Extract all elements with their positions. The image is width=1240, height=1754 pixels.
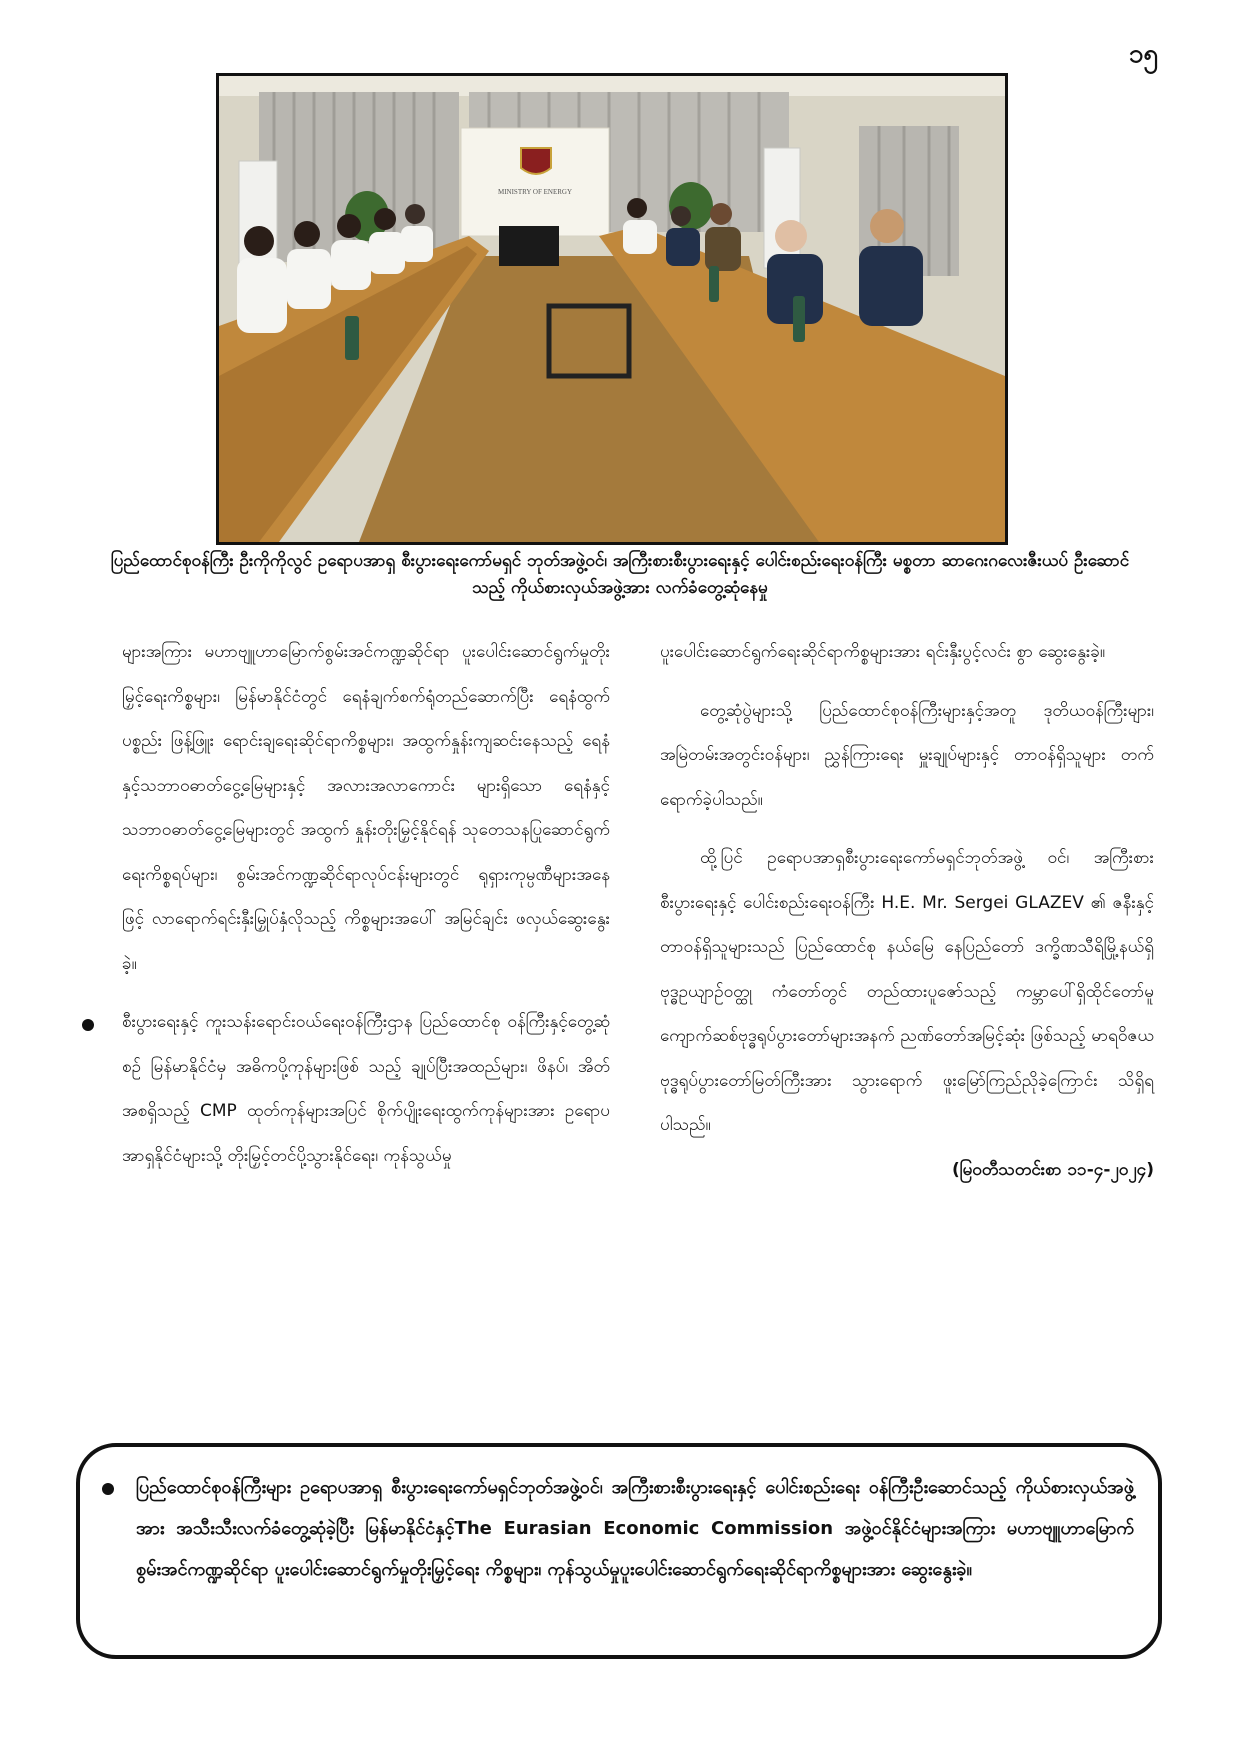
page-number: ၁၅ (1128, 39, 1158, 69)
meeting-photo (216, 73, 1008, 545)
photo-caption: ပြည်ထောင်စုဝန်ကြီး ဦးကိုကိုလွင် ဥရောပအာရှ စီးပွားရေးကော်မရှင် ဘုတ်အဖွဲ့ဝင်၊ အကြီးစားစီးပွားရေးနှင့် ပေါင်းစည်းရေးဝန်ကြီး မစ္စတာ ဆာဂေးဂလေးဇီးယပ် ဦးဆောင်သည့် ကိုယ်စားလှယ်အဖွဲ့အား လက်ခံတွေ့ဆုံနေမှု (110, 551, 1130, 598)
right-paragraph-pagoda-visit: ထို့ပြင် ဥရောပအာရှစီးပွားရေးကော်မရှင်ဘုတ်အဖွဲ့ ဝင်၊ အကြီးစားစီးပွားရေးနှင့် ပေါင်းစည်းရေးဝန်ကြီး H.E. Mr. Sergei GLAZEV ၏ ဇနီးနှင့် တာဝန်ရှိသူများသည် ပြည်ထောင်စု နယ်မြေ နေပြည်တော် ဒက္ခိဏသီရိမြို့နယ်ရှိ ဗုဒ္ဓဥယျာဉ်ဝတ္ထု ကံတော်တွင် တည်ထားပူဇော်သည့် ကမ္ဘာပေါ်ရှိထိုင်တော်မူ ကျောက်ဆစ်ဗုဒ္ဓရုပ်ပွားတော်များအနက် ညဏ်တော်အမြင့်ဆုံး ဖြစ်သည့် မာရဝိဇယဗုဒ္ဓရုပ်ပွားတော်မြတ်ကြီးအား သွားရောက် ဖူးမြော်ကြည်ညိုခဲ့ကြောင်း သိရှိရပါသည်။ (660, 848, 1154, 1135)
summary-box (76, 1443, 1162, 1659)
right-paragraph-attendees: တွေ့ဆုံပွဲများသို့ ပြည်ထောင်စုဝန်ကြီးများနှင့်အတူ ဒုတိယဝန်ကြီးများ၊ အမြဲတမ်းအတွင်းဝန်များ၊ ညွှန်ကြားရေး မှူးချုပ်များနှင့် တာဝန်ရှိသူများ တက်ရောက်ခဲ့ပါသည်။ (660, 700, 1154, 810)
bullet-dot-icon (82, 1019, 94, 1031)
left-column (122, 630, 610, 1178)
photo-sign-board (461, 128, 609, 236)
news-source: (မြဝတီသတင်းစာ ၁၁-၄-၂၀၂၄) (951, 1159, 1154, 1180)
bullet-item (122, 1000, 610, 1178)
bullet-text: စီးပွားရေးနှင့် ကူးသန်းရောင်းဝယ်ရေးဝန်ကြီးဌာန ပြည်ထောင်စု ဝန်ကြီးနှင့်တွေ့ဆုံစဉ် မြန်မာနိုင်ငံမှ အဓိကပို့ကုန်များဖြစ် သည့် ချုပ်ပြီးအထည်များ၊ ဖိနပ်၊ အိတ် အစရှိသည့် CMP ထုတ်ကုန်များအပြင် စိုက်ပျိုးရေးထွက်ကုန်များအား ဥရောပ အာရှနိုင်ငံများသို့ တိုးမြှင့်တင်ပို့သွားနိုင်ရေး၊ ကုန်သွယ်မှု (122, 1012, 610, 1166)
photo-monitor (499, 226, 559, 266)
photo-ministry-emblem (521, 148, 551, 174)
right-column (660, 630, 1154, 1192)
left-paragraph: များအကြား မဟာဗျူဟာမြောက်စွမ်းအင်ကဏ္ဍဆိုင်ရာ ပူးပေါင်းဆောင်ရွက်မှုတိုးမြှင့်ရေးကိစ္စများ၊ မြန်မာနိုင်ငံတွင် ရေနံချက်စက်ရုံတည်ဆောက်ပြီး ရေနံထွက်ပစ္စည်း ဖြန့်ဖြူး ရောင်းချရေးဆိုင်ရာကိစ္စများ၊ အထွက်နှုန်းကျဆင်းနေသည့် ရေနံနှင့်သဘာဝဓာတ်ငွေ့မြေများနှင့် အလားအလာကောင်း များရှိသော ရေနံနှင့်သဘာဝဓာတ်ငွေ့မြေများတွင် အထွက် နှုန်းတိုးမြှင့်နိုင်ရန် သုတေသနပြုဆောင်ရွက်ရေးကိစ္စရပ်များ၊ စွမ်းအင်ကဏ္ဍဆိုင်ရာလုပ်ငန်းများတွင် ရုရှားကုမ္ပဏီများအနေ ဖြင့် လာရောက်ရင်းနှီးမြှုပ်နှံလိုသည့် ကိစ္စများအပေါ် အမြင်ချင်း ဖလှယ်ဆွေးနွေးခဲ့။ (122, 642, 610, 974)
meeting-photo-illustration (219, 76, 1005, 542)
summary-bullet-icon (102, 1483, 114, 1495)
photo-sign-text: MINISTRY OF ENERGY (497, 188, 573, 196)
right-paragraph-continuation: ပူးပေါင်းဆောင်ရွက်ရေးဆိုင်ရာကိစ္စများအား ရင်းနှီးပွင့်လင်း စွာ ဆွေးနွေးခဲ့။ (660, 642, 1106, 662)
summary-text: ပြည်ထောင်စုဝန်ကြီးများ ဥရောပအာရှ စီးပွားရေးကော်မရှင်ဘုတ်အဖွဲ့ဝင်၊ အကြီးစားစီးပွားရေးနှင့် ပေါင်းစည်းရေး ဝန်ကြီးဦးဆောင်သည့် ကိုယ်စားလှယ်အဖွဲ့အား အသီးသီးလက်ခံတွေ့ဆုံခဲ့ပြီး မြန်မာနိုင်ငံနှင့်The Eurasian Economic Commission အဖွဲ့ဝင်နိုင်ငံများအကြား မဟာဗျူဟာမြောက်စွမ်းအင်ကဏ္ဍဆိုင်ရာ ပူးပေါင်းဆောင်ရွက်မှုတိုးမြှင့်ရေး ကိစ္စများ၊ ကုန်သွယ်မှုပူးပေါင်းဆောင်ရွက်ရေးဆိုင်ရာကိစ္စများအား ဆွေးနွေးခဲ့။ (136, 1477, 1134, 1580)
